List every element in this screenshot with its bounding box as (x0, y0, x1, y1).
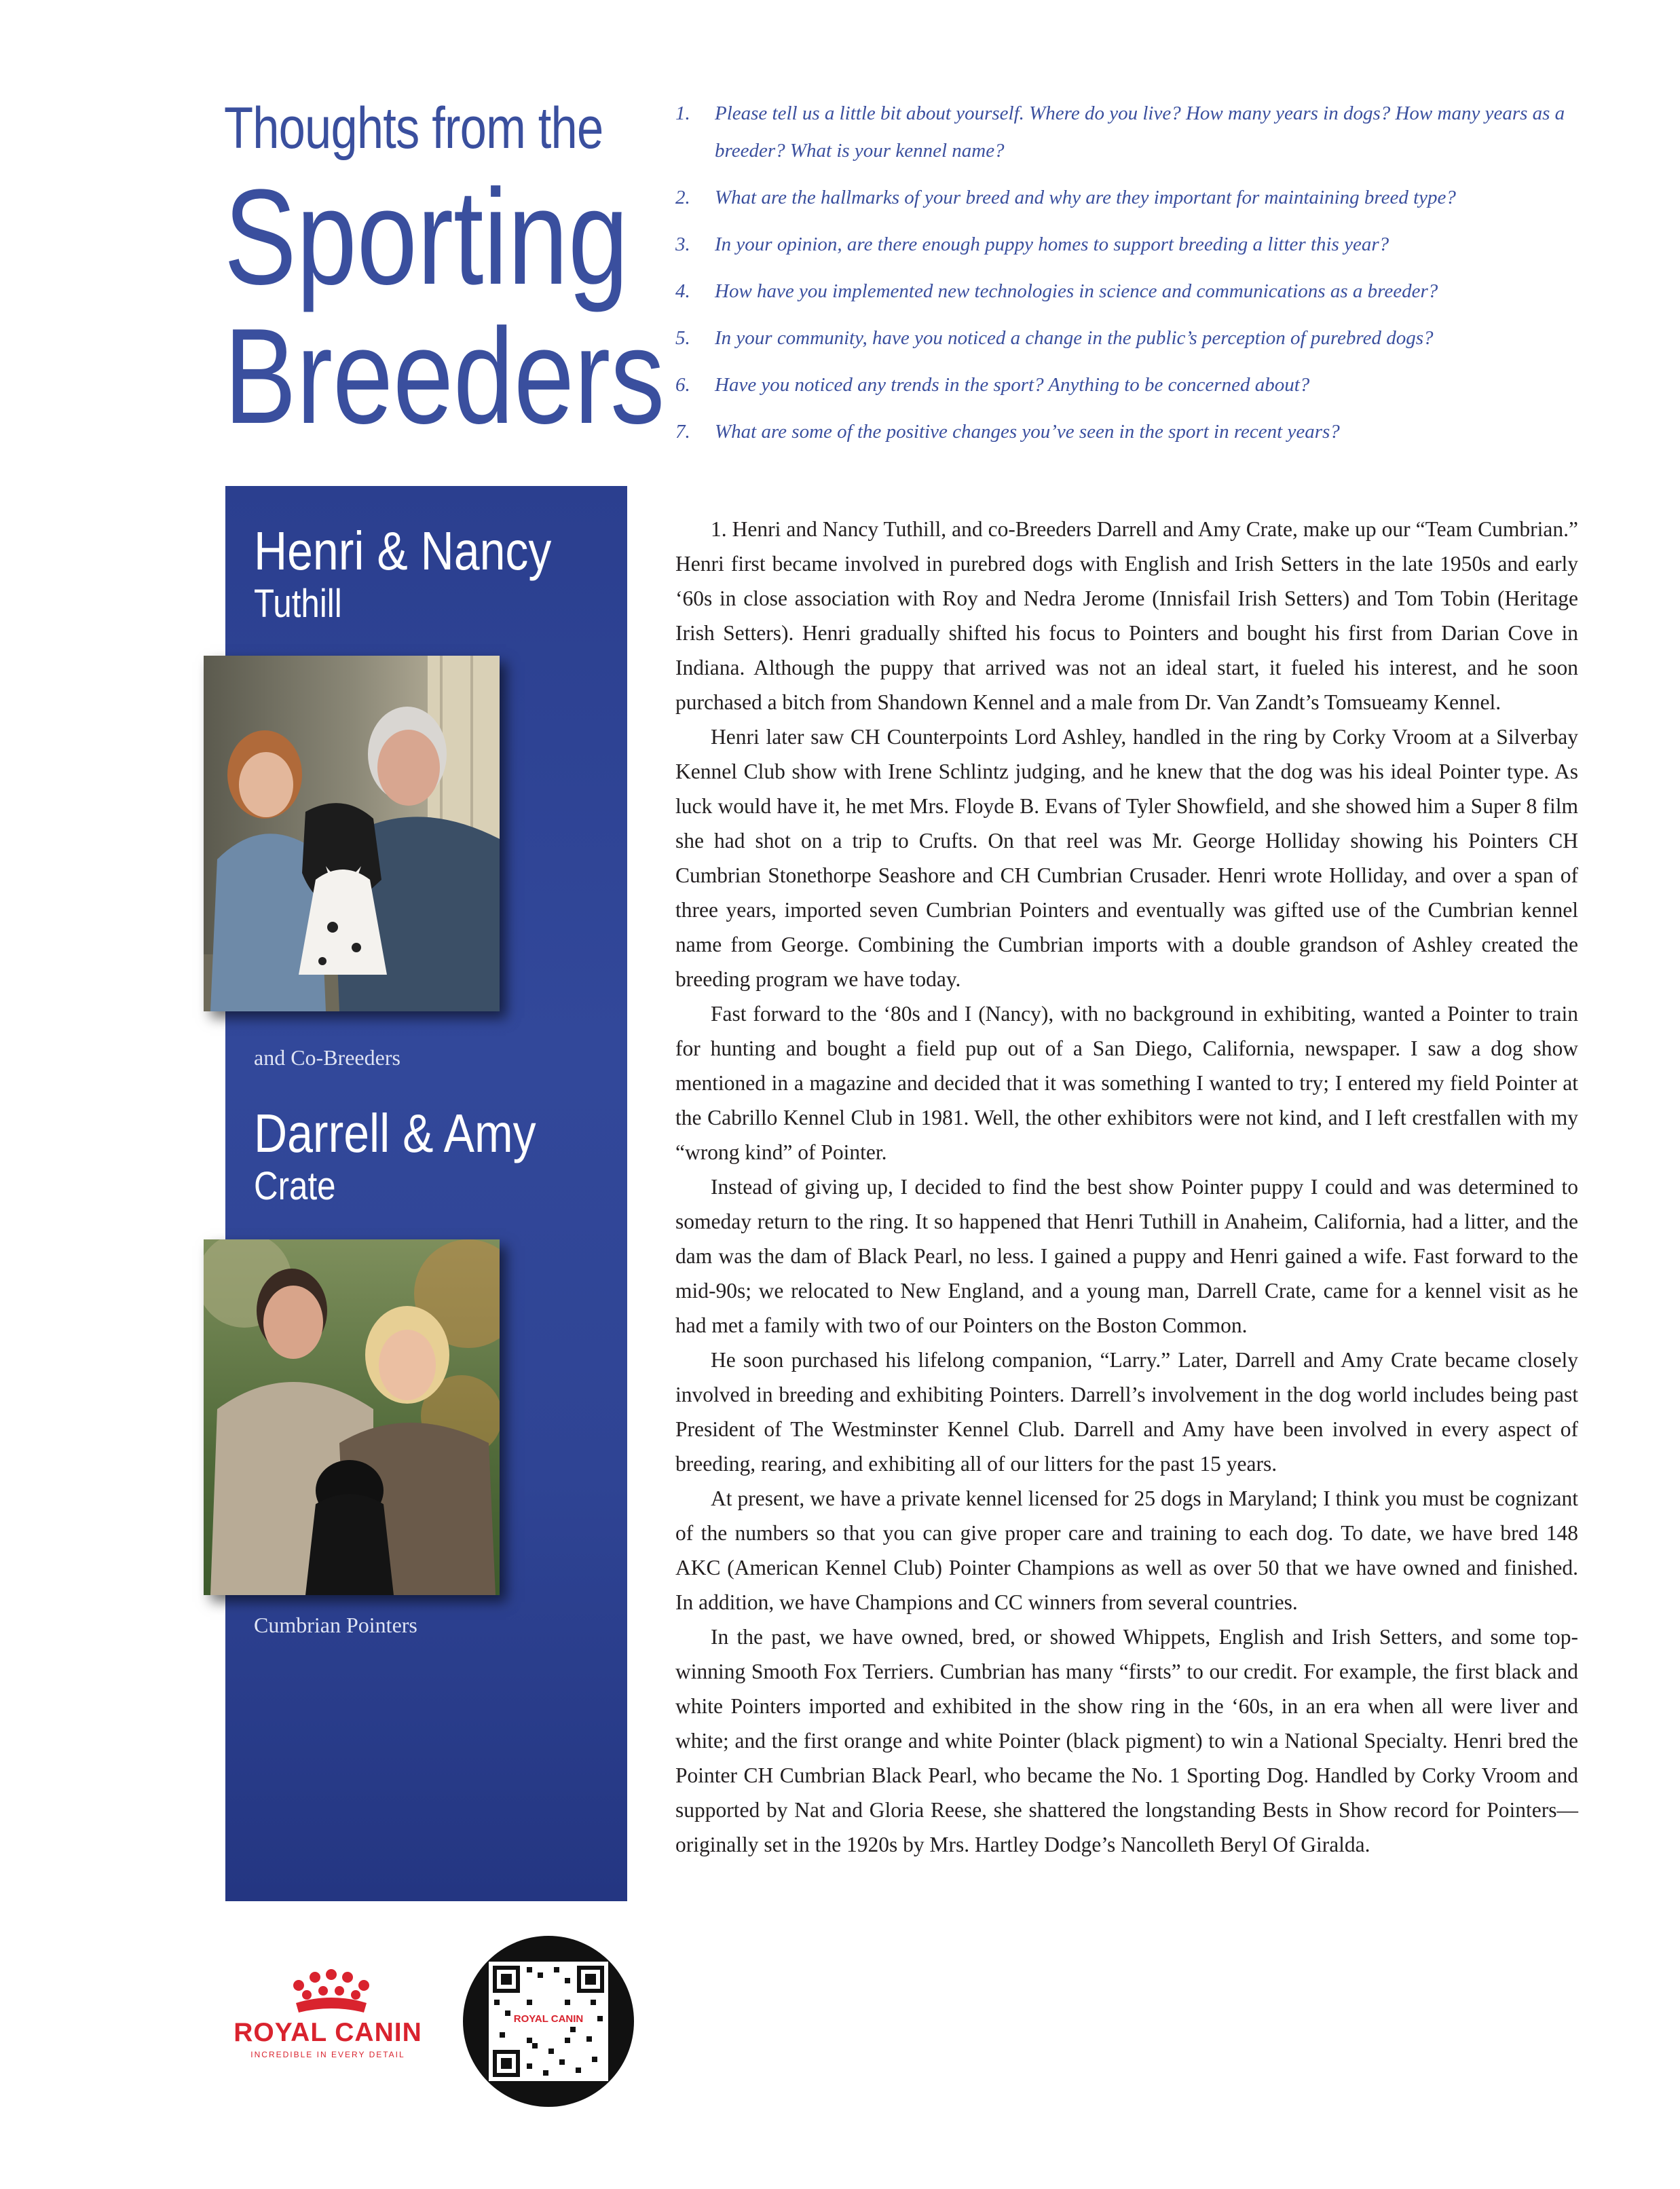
question-text: What are some of the positive changes you’ve seen in the sport in recent years? (715, 421, 1340, 443)
body-paragraph: In the past, we have owned, bred, or showed Whippets, English and Irish Setters, and some top-winning Smooth Fox Terriers. Cumbrian has many “firsts” to our credit. For example, the first black and white Pointers imported and exhibited in the show ring in the ‘60s, in an era when all were liver and white; and the first orange and white Pointer (black pigment) to win a National Specialty. Henri bred the Pointer CH Cumbrian Black Pearl, who became the No. 1 Sporting Dog. Handled by Corky Vroom and supported by Nat and Gloria Reese, she shattered the longstanding Bests in Show record for Pointers—originally set in the 1920s by Mrs. Hartley Dodge’s Nancolleth Beryl Of Giralda. (675, 1625, 1578, 1856)
breeder-name-2: Darrell & Amy (254, 1103, 536, 1163)
title-line-1: Thoughts from the (224, 96, 603, 161)
breeder-surname-1: Tuthill (254, 582, 342, 626)
breeder-surname-2: Crate (254, 1164, 336, 1208)
question-number: 2. (675, 187, 690, 208)
qr-brand-label: ROYAL CANIN (513, 2013, 584, 2025)
body-paragraph: 1. Henri and Nancy Tuthill, and co-Breeders Darrell and Amy Crate, make up our “Team Cumbrian.” Henri first became involved in purebred dogs with English and Irish Setters in the late 1950s and early ‘60s in close association with Roy and Nedra Jerome (Innisfail Irish Setters) and Tom Tobin (Heritage Irish Setters). Henri gradually shifted his focus to Pointers and bought his first from Darian Cove in Indiana. Although the puppy that arrived was not an ideal start, it fueled his interest, and he soon purchased a bitch from Shandown Kennel and a male from Dr. Van Zandt’s Tomsueamy Kennel. (675, 517, 1578, 714)
crown-icon (223, 1965, 433, 2019)
question-text: How have you implemented new technologies in science and communications as a breeder? (715, 280, 1438, 302)
question-item (675, 320, 1599, 357)
question-text: In your community, have you noticed a change in the public’s perception of purebred dogs? (715, 327, 1434, 349)
article-body (675, 512, 1578, 1862)
questions-list (675, 95, 1599, 460)
kennel-caption: Cumbrian Pointers (254, 1613, 417, 1637)
question-text: Have you noticed any trends in the sport? Anything to be concerned about? (715, 374, 1310, 396)
question-number: 1. (675, 102, 690, 124)
question-number: 5. (675, 327, 690, 349)
body-paragraph: Fast forward to the ‘80s and I (Nancy), with no background in exhibiting, wanted a Pointer to train for hunting and bought a field pup out of a San Diego, California, newspaper. I saw a dog show mentioned in a magazine and decided that it was something I wanted to try; I entered my field Pointer at the Cabrillo Kennel Club in 1981. Well, the other exhibitors were not kind, and I left crestfallen with my “wrong kind” of Pointer. (675, 1002, 1578, 1164)
breeder-name-1: Henri & Nancy (254, 521, 552, 581)
question-text: In your opinion, are there enough puppy homes to support breeding a litter this year? (715, 233, 1389, 255)
question-item (675, 95, 1599, 170)
question-number: 4. (675, 280, 690, 302)
question-item (675, 179, 1599, 217)
qr-code-matrix (489, 1962, 608, 2081)
question-item (675, 367, 1599, 404)
question-number: 7. (675, 421, 690, 443)
question-item (675, 413, 1599, 451)
qr-code[interactable] (463, 1936, 634, 2107)
question-text: What are the hallmarks of your breed and why are they important for maintaining breed type? (715, 187, 1456, 208)
photo-tuthill (204, 656, 500, 1011)
body-paragraph: At present, we have a private kennel licensed for 25 dogs in Maryland; I think you must be cognizant of the numbers so that you can give proper care and training to each dog. To date, we have bred 148 AKC (American Kennel Club) Pointer Champions as well as over 50 that we have owned and finished. In addition, we have Champions and CC winners from several countries. (675, 1486, 1578, 1614)
body-paragraph: Henri later saw CH Counterpoints Lord Ashley, handled in the ring by Corky Vroom at a Silverbay Kennel Club show with Irene Schlintz judging, and he knew that the dog was his ideal Pointer type. As luck would have it, he met Mrs. Floyde B. Evans of Tyler Showfield, and she showed him a Super 8 film she had shot on a trip to Crufts. On that reel was Mr. George Holliday showing his Pointers CH Cumbrian Stonethorpe Seashore and CH Cumbrian Crusader. Henri wrote Holliday, and over a span of three years, imported seven Cumbrian Pointers and eventually was gifted use of the Cumbrian kennel name from George. Combining the Cumbrian imports with a double grandson of Ashley created the breeding program we have today. (675, 725, 1578, 991)
question-item (675, 273, 1599, 310)
brand-tagline: INCREDIBLE IN EVERY DETAIL (250, 2050, 405, 2059)
body-paragraph: Instead of giving up, I decided to find the best show Pointer puppy I could and was determined to someday return to the ring. It so happened that Henri Tuthill in Anaheim, California, had a litter, and the dam was the dam of Black Pearl, no less. I gained a puppy and Henri gained a wife. Fast forward to the mid-90s; we relocated to New England, and a young man, Darrell Crate, came for a kennel visit as he had met a family with two of our Pointers on the Boston Common. (675, 1175, 1578, 1337)
title-line-2: Sporting (224, 162, 629, 313)
royal-canin-logo (223, 1965, 433, 2067)
title-line-3: Breeders (224, 301, 665, 452)
question-number: 6. (675, 374, 690, 396)
question-text: Please tell us a little bit about yourself. Where do you live? How many years in dogs? How many years as a breeder? What is your kennel name? (715, 102, 1565, 162)
brand-name: ROYAL CANIN (234, 2018, 422, 2047)
photo-crate (204, 1239, 500, 1595)
question-item (675, 226, 1599, 263)
question-number: 3. (675, 233, 690, 255)
co-breeders-caption: and Co-Breeders (254, 1045, 400, 1070)
body-paragraph: He soon purchased his lifelong companion, “Larry.” Later, Darrell and Amy Crate became closely involved in breeding and exhibiting Pointers. Darrell’s involvement in the dog world includes being past President of The Westminster Kennel Club. Darrell and Amy have been involved in every aspect of breeding, rearing, and exhibiting all of our litters for the past 15 years. (675, 1348, 1578, 1476)
